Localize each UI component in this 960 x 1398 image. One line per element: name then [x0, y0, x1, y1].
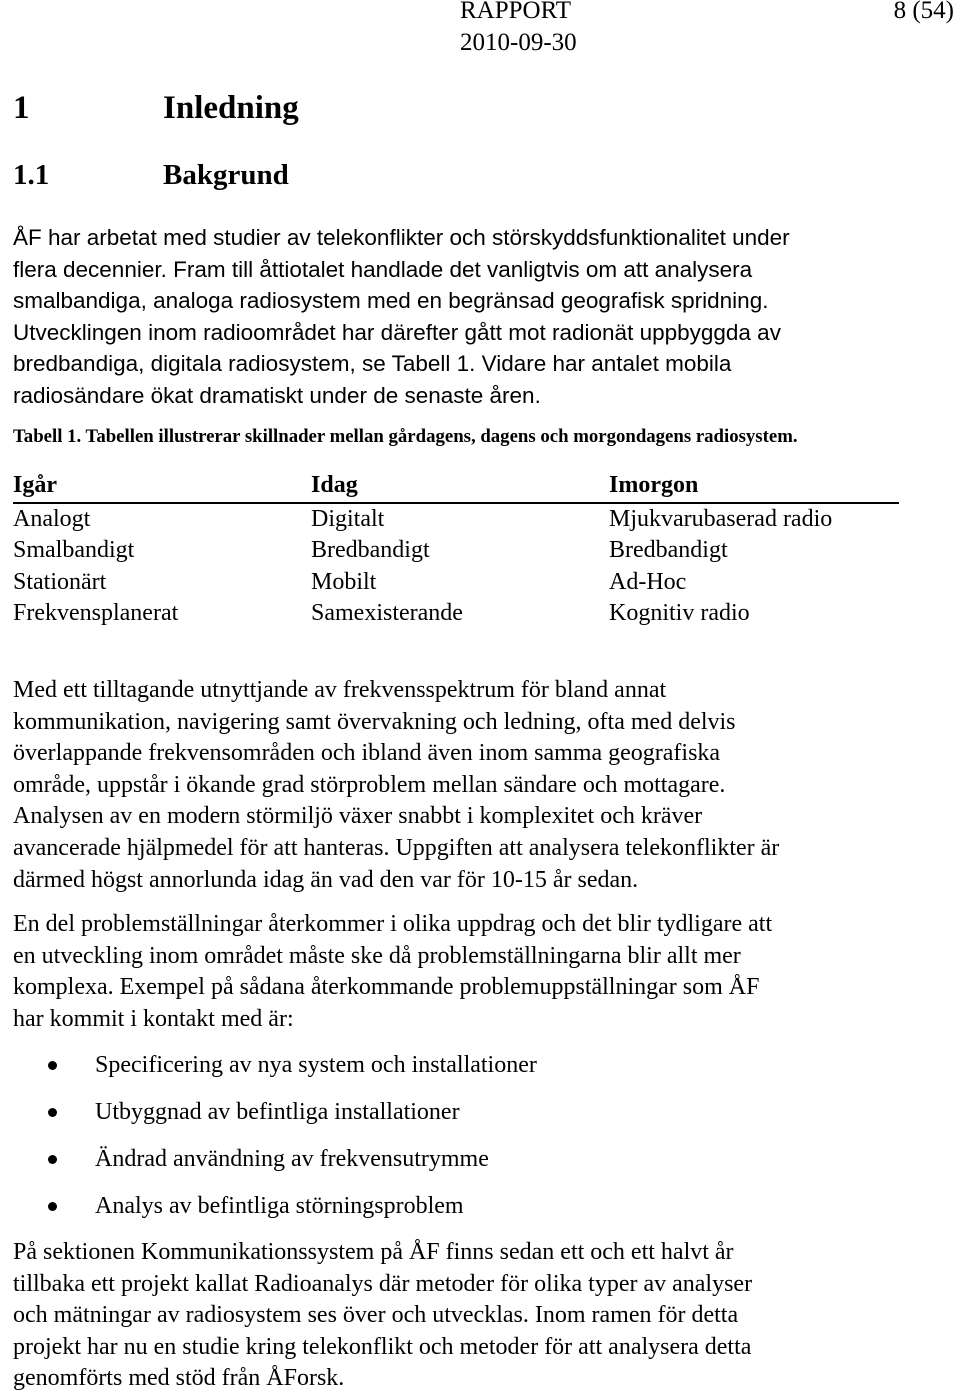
paragraph-line: Med ett tilltagande utnyttjande av frekvensspektrum för bland annat [13, 677, 667, 703]
table-cell: Ad-Hoc [609, 568, 687, 595]
paragraph-line: En del problemställningar återkommer i olika uppdrag och det blir tydligare att [13, 911, 773, 937]
bullet-icon [48, 1155, 57, 1164]
table-caption: Tabell 1. Tabellen illustrerar skillnader mellan gårdagens, dagens och morgondagens radiosystem. [13, 426, 798, 447]
table-cell: Smalbandigt [13, 537, 135, 563]
chapter-heading [13, 88, 299, 128]
page-number: 8 (54) [893, 0, 954, 24]
table-cell: Frekvensplanerat [13, 600, 179, 626]
list-item [0, 1191, 930, 1238]
paragraph-line: kommunikation, navigering samt övervakning och ledning, ofta med delvis [13, 708, 736, 735]
problems-paragraph [13, 909, 943, 1035]
list-item [0, 1050, 930, 1097]
section-title: Bakgrund [163, 159, 289, 191]
spectrum-paragraph [13, 675, 943, 896]
paragraph-line: Utvecklingen inom radioområdet har därefter gått mot radionät uppbyggda av [13, 319, 781, 345]
paragraph-line: överlappande frekvensområden och ibland även inom samma geografiska [13, 740, 721, 767]
list-item-text: Analys av befintliga störningsproblem [95, 1193, 464, 1219]
list-item-text: Specificering av nya system och installationer [95, 1052, 537, 1078]
table-cell: Mjukvarubaserad radio [609, 505, 833, 532]
table-header-row [13, 470, 899, 503]
paragraph-line: projekt har nu en studie kring telekonflikt och metoder för att analysera detta [13, 1333, 752, 1360]
table-header-cell: Igår [13, 470, 311, 503]
chapter-title: Inledning [163, 90, 299, 126]
paragraph-line: smalbandiga, analoga radiosystem med en begränsad geografisk spridning. [13, 288, 769, 313]
table-row [13, 535, 899, 567]
paragraph-line: radiosändare ökat dramatiskt under de senaste åren. [13, 382, 541, 408]
problem-list [0, 1050, 930, 1238]
paragraph-line: Analysen av en modern störmiljö växer snabbt i komplexitet och kräver [13, 803, 703, 830]
project-paragraph [13, 1237, 943, 1395]
table-row [13, 598, 899, 630]
radio-systems-table [13, 470, 899, 630]
paragraph-line: På sektionen Kommunikationssystem på ÅF finns sedan ett och ett halvt år [13, 1239, 734, 1265]
report-date: 2010-09-30 [460, 29, 577, 56]
paragraph-line: genomförts med stöd från ÅForsk. [13, 1365, 345, 1392]
bullet-icon [48, 1202, 57, 1211]
paragraph-line: tillbaka ett projekt kallat Radioanalys där metoder för olika typer av analyser [13, 1270, 753, 1297]
paragraph-line: bredbandiga, digitala radiosystem, se Tabell 1. Vidare har antalet mobila [13, 351, 732, 376]
table-row [13, 503, 899, 536]
section-heading [13, 157, 289, 193]
section-number: 1.1 [13, 159, 50, 191]
table-cell: Kognitiv radio [609, 600, 750, 626]
paragraph-line: avancerade hjälpmedel för att hanteras. Uppgiften att analysera telekonflikter är [13, 834, 780, 861]
table-cell: Bredbandigt [609, 537, 728, 563]
paragraph-line: därmed högst annorlunda idag än vad den var för 10-15 år sedan. [13, 866, 639, 893]
table-header-cell: Imorgon [609, 470, 899, 503]
table-header-cell: Idag [311, 470, 609, 503]
table-cell: Stationärt [13, 568, 107, 595]
paragraph-line: komplexa. Exempel på sådana återkommande problemuppställningar som ÅF [13, 974, 760, 1001]
table-cell: Mobilt [311, 568, 377, 595]
bullet-icon [48, 1061, 57, 1070]
paragraph-line: område, uppstår i ökande grad störproblem mellan sändare och mottagare. [13, 771, 726, 798]
report-label: RAPPORT [460, 0, 572, 24]
list-item [0, 1097, 930, 1144]
table-cell: Samexisterande [311, 600, 463, 626]
table-cell: Bredbandigt [311, 537, 430, 563]
list-item-text: Utbyggnad av befintliga installationer [95, 1099, 460, 1125]
paragraph-line: och mätningar av radiosystem ses över och utvecklas. Inom ramen för detta [13, 1302, 739, 1329]
paragraph-line: en utveckling inom området måste ske då problemställningarna blir allt mer [13, 942, 741, 969]
bullet-icon [48, 1108, 57, 1117]
paragraph-line: har kommit i kontakt med är: [13, 1005, 294, 1032]
chapter-number: 1 [13, 90, 30, 126]
table-row [13, 567, 899, 599]
paragraph-line: ÅF har arbetat med studier av telekonflikter och störskyddsfunktionalitet under [13, 225, 790, 250]
table-cell: Analogt [13, 505, 91, 532]
paragraph-line: flera decennier. Fram till åttiotalet handlade det vanligtvis om att analysera [13, 256, 753, 282]
table-cell: Digitalt [311, 505, 385, 532]
list-item [0, 1144, 930, 1191]
intro-paragraph [13, 222, 943, 411]
list-item-text: Ändrad användning av frekvensutrymme [95, 1146, 489, 1172]
